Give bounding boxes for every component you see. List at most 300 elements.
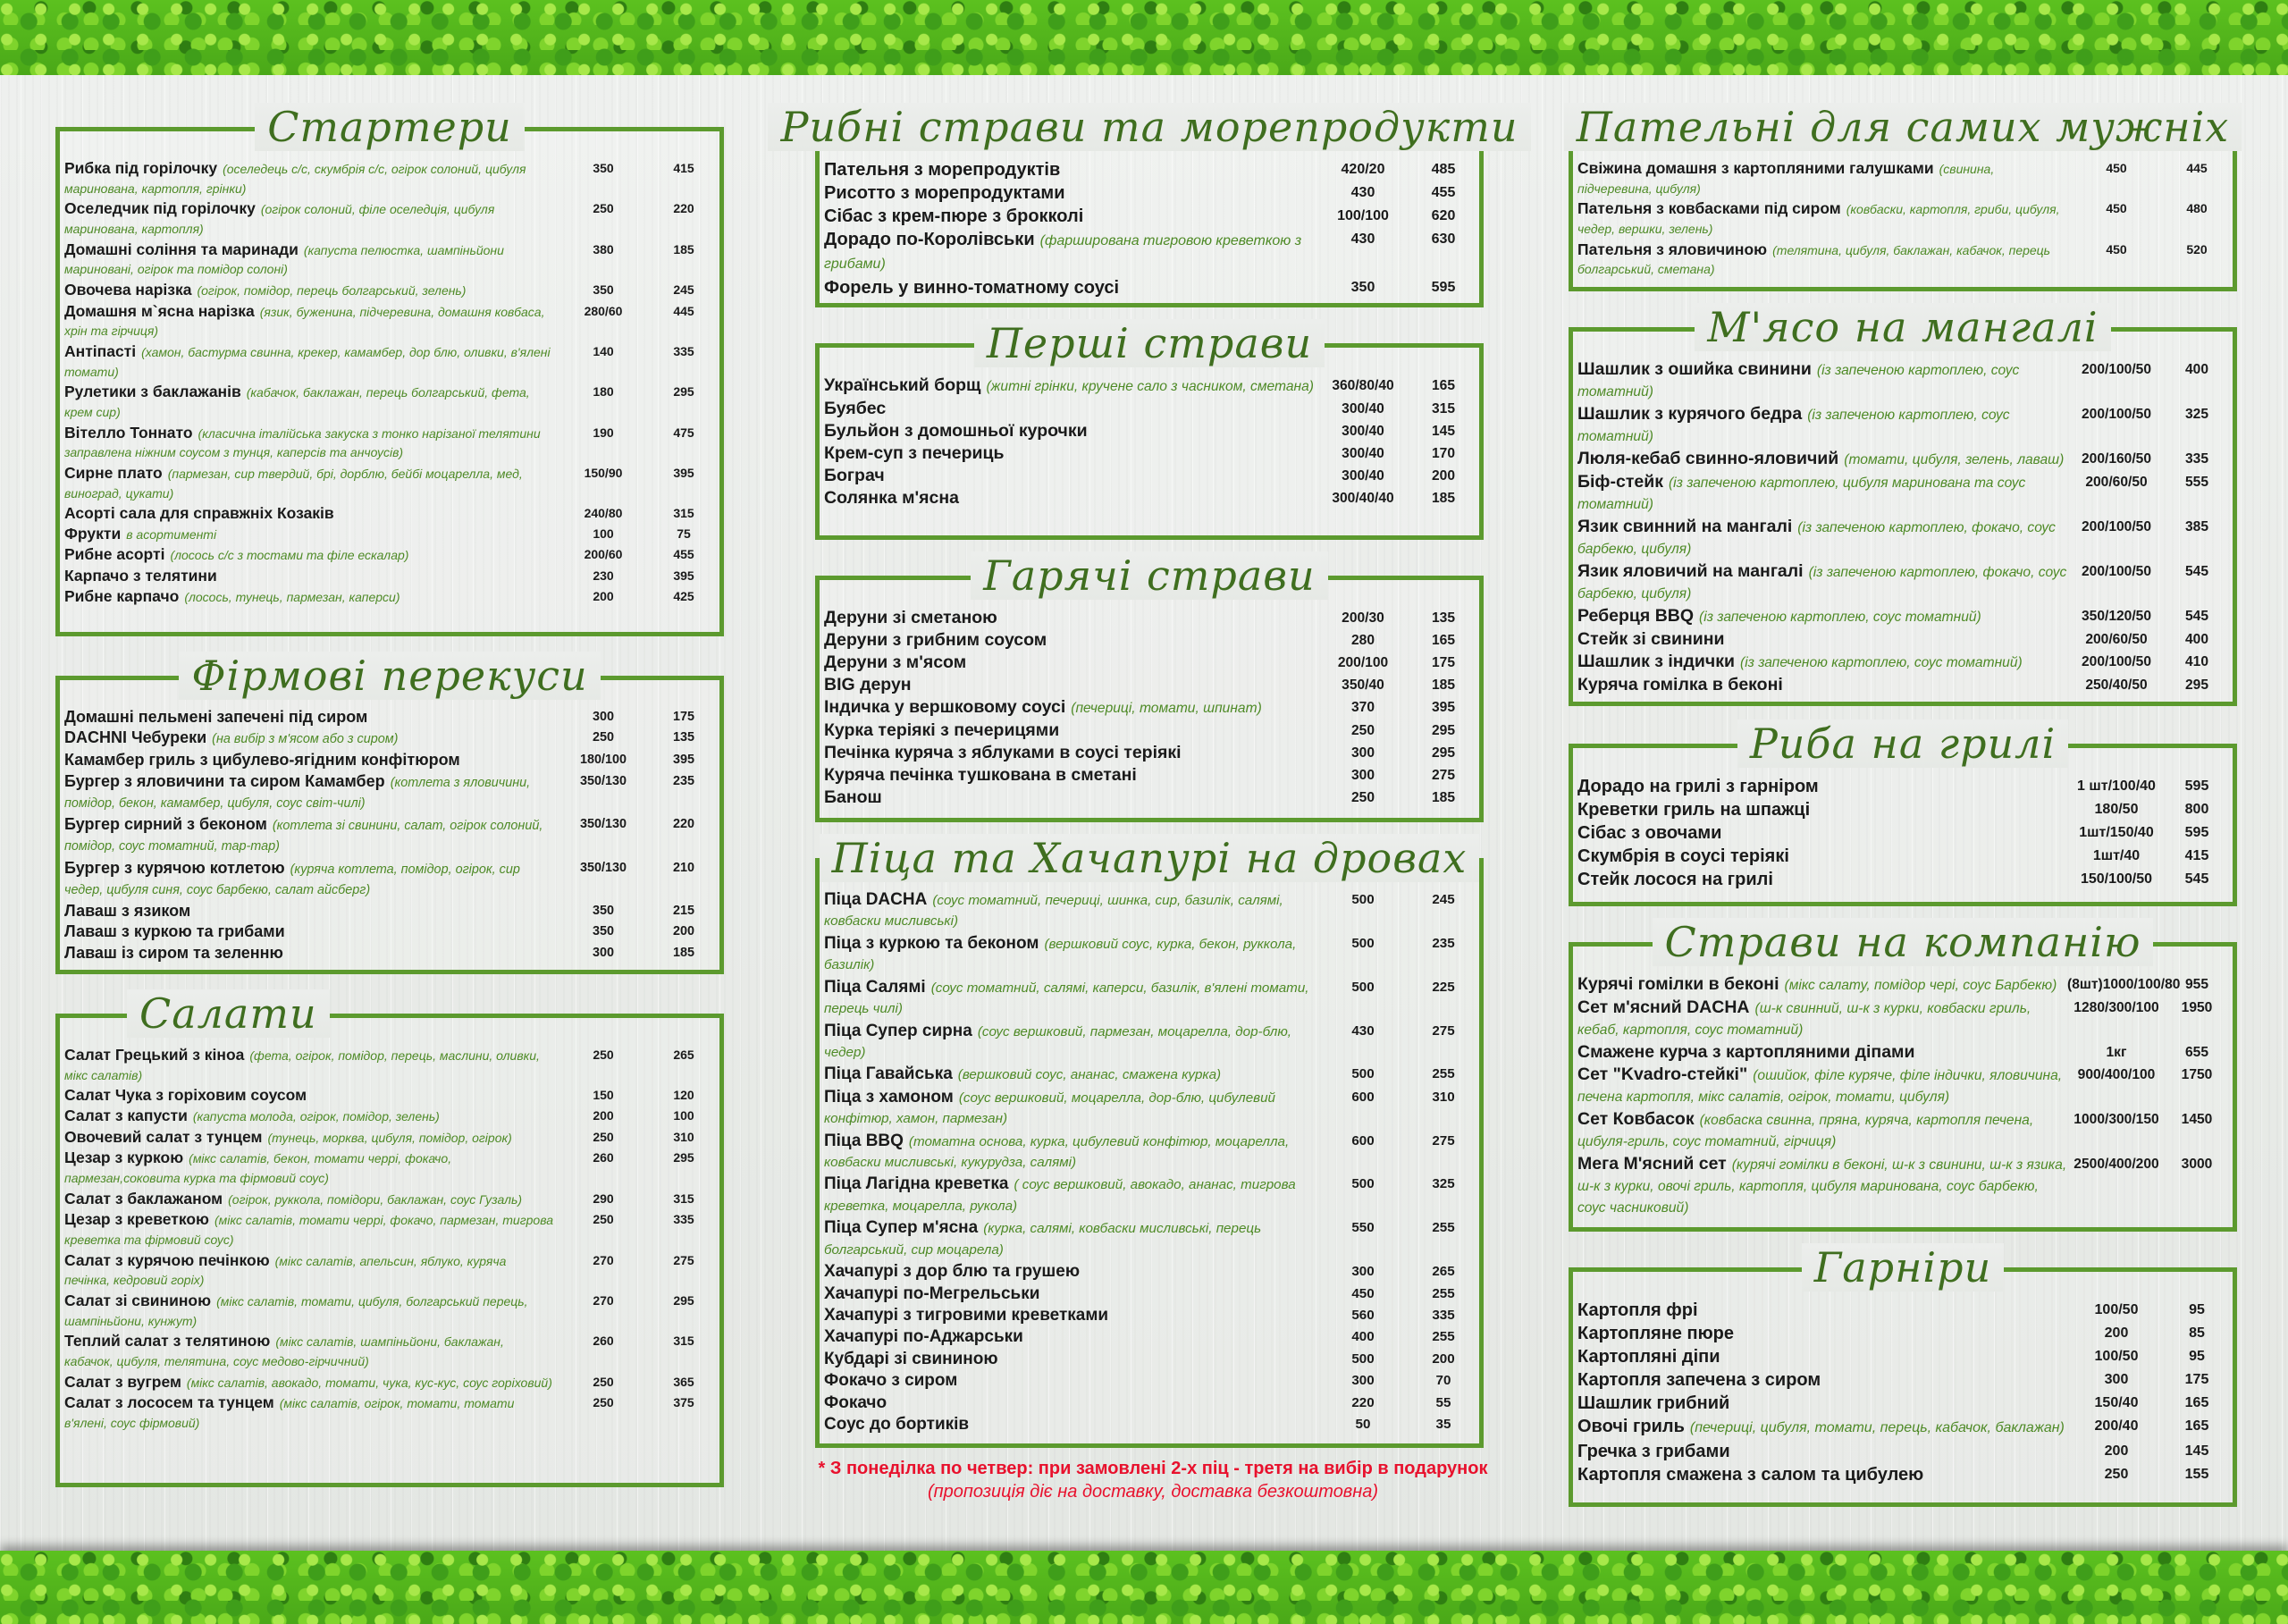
menu-item-name: Бульйон з домошньої курочки [824,421,1088,442]
menu-item-weight: 200/60/50 [2085,632,2148,648]
menu-item-weight: 280/60 [584,303,623,318]
menu-item-name: Деруни зі сметаною [824,608,997,627]
menu-item [64,525,715,544]
menu-item-name: Шашлик грибний [1577,1393,1730,1413]
menu-item-name: Свіжина домашня з картопляними галушками [1577,159,1934,177]
menu-item-text [1577,404,2067,447]
menu-item-price: 255 [1432,1066,1455,1082]
menu-item [64,199,715,238]
menu-item-text [1577,974,2067,996]
menu-item [64,1128,715,1148]
menu-item-text [824,1306,1314,1325]
menu-item-price: 145 [2184,1443,2209,1459]
menu-item-text [64,1292,554,1330]
menu-item-weight: 100/50 [2094,1302,2139,1317]
menu-item-text [64,504,554,523]
menu-item-text [1577,561,2067,604]
menu-item-weight: 300/40 [1342,424,1384,440]
menu-item-description: (капуста молода, огірок, помідор, зелень) [192,1108,440,1123]
menu-item [824,890,1475,932]
menu-item-price: 375 [673,1395,694,1410]
menu-item-text [1577,675,2067,695]
menu-item-name: Буябес [824,399,887,419]
menu-item [64,159,715,198]
menu-item [1577,776,2228,797]
section-grill [1569,300,2237,706]
menu-item-text [824,1284,1314,1304]
section-fishgrill [1569,717,2237,906]
menu-item-name: Язик свинний на мангалі [1577,517,1793,537]
menu-item [64,1210,715,1249]
menu-item-price: 410 [2184,654,2209,670]
menu-item-price: 175 [1431,655,1456,671]
menu-item-price: 475 [673,425,694,440]
menu-item-text [1577,1369,2067,1391]
menu-item [824,1088,1475,1130]
menu-item-text [1577,799,2067,820]
menu-item-text [1577,1064,2067,1107]
menu-item-text [824,1350,1314,1369]
menu-item-description: (ковбаски, картопля, гриби, цибуля, чедер, вершки, зелень) [1577,202,2060,236]
menu-item-text [824,743,1314,763]
menu-item-name: Сібас з овочами [1577,823,1722,843]
menu-item-price: 185 [1431,491,1456,507]
menu-item-name: Гречка з грибами [1577,1442,1730,1461]
menu-item-description: (капуста пелюстка, шампіньйони мариновані, огірок та помідор солоні) [64,242,504,277]
menu-item [824,1393,1475,1413]
menu-item-text [64,545,554,565]
menu-item-price: 335 [673,343,694,358]
menu-item-name: Кубдарі зі свининою [824,1349,998,1368]
menu-item-description: (фарширована тигровою креветкою з грибами) [824,233,1302,272]
menu-item [824,1022,1475,1064]
menu-item-text [64,240,554,279]
menu-item-description: (огірок солоний, філе оселедція, цибуля маринована, картопля) [64,202,495,236]
menu-item-name: Шашлик з індички [1577,652,1735,672]
menu-item-weight: 250 [593,1395,614,1410]
menu-item-weight: 350/40 [1342,677,1384,694]
menu-item [824,443,1475,464]
menu-item-text [64,567,554,585]
menu-item-description: (кабачок, баклажан, перець болгарський, фета, крем сир) [64,385,530,419]
menu-item-name: Хачапурі по-Аджарськи [824,1327,1023,1347]
menu-item-weight: 500 [1351,892,1375,907]
menu-item-text [64,342,554,381]
menu-item-price: 75 [677,526,691,541]
menu-item-weight: 350 [593,161,614,175]
menu-item-name: BIG дерун [824,675,912,695]
menu-item-weight: 2500/400/200 [2074,1157,2159,1173]
menu-item-name: Банош [824,787,882,808]
menu-item-description: (із запеченою картоплею, фокачо, соус барбекю, цибуля) [1577,565,2067,602]
menu-item [824,765,1475,786]
menu-item [824,1284,1475,1304]
menu-item-weight: 300/40/40 [1332,491,1394,507]
menu-item-name: Сет м'ясний DACHA [1577,997,1750,1018]
menu-item-description: (тунець, морква, цибуля, помідор, огірок) [267,1130,512,1145]
menu-item-name: Смажене курча з картопляними діпами [1577,1042,1915,1063]
menu-item-text [824,720,1314,741]
menu-item-name: Цезар з креветкою [64,1210,209,1229]
menu-item-name: Деруни з грибним соусом [824,630,1047,651]
menu-item-text [824,1327,1314,1347]
menu-item [1577,1323,2228,1344]
menu-item-price: 335 [1432,1308,1455,1324]
menu-item-price: 95 [2189,1349,2205,1364]
menu-item-weight: 200 [2104,1325,2129,1341]
menu-item-weight: 180/50 [2094,802,2139,817]
menu-item [64,1251,715,1290]
menu-item [64,1190,715,1209]
menu-item-price: 395 [672,753,694,768]
menu-item-text [1577,472,2067,515]
menu-item-weight: 150 [593,1088,614,1103]
menu-item-description: (мікс салатів, шампіньйони, баклажан, кабачок, цибуля, телятина, соус медово-гірчичний) [64,1334,504,1368]
menu-item-description: (соус томатний, салямі, каперси, базилік, в'ялені томати, перець чилі) [824,980,1309,1017]
menu-item [824,206,1475,227]
menu-item-price: 545 [2184,564,2209,580]
menu-item-weight: 250 [593,1129,614,1144]
menu-item-price: 265 [1432,1264,1455,1280]
menu-item [1577,1464,2228,1485]
menu-item [1577,159,2228,198]
menu-item-text [64,587,554,607]
menu-item-description: (вершковий соус, ананас, смажена курка) [957,1067,1222,1083]
menu-item-weight: 900/400/100 [2077,1067,2156,1083]
menu-item [824,1415,1475,1435]
menu-item-price: 365 [673,1374,694,1389]
menu-item [1577,822,2228,844]
menu-item-description: (ш-к свинний, ш-к з курки, ковбаски гриль, кебаб, картопля, соус томатний) [1577,1001,2031,1039]
menu-item-text [64,1373,554,1393]
menu-item [1577,449,2228,470]
menu-item-price: 395 [673,568,694,584]
menu-item-weight: 350/130 [579,860,627,875]
menu-item-weight: 250 [593,1374,614,1389]
menu-item-name: Домашні соління та маринади [64,240,299,258]
menu-item-text [1577,776,2067,797]
menu-item-text [824,399,1314,419]
section-title: Страви на компанію [1653,918,2154,966]
menu-item-description: ( соус вершковий, авокадо, ананас, тигрова креветка, моцарелла, рукола) [824,1177,1296,1214]
section-title: Гарніри [1802,1243,2004,1292]
menu-item-weight: 150/100/50 [2080,871,2153,887]
menu-item-text [1577,1042,2067,1063]
menu-item-name: Шашлик з ошийка свинини [1577,359,1812,379]
menu-item-weight: 300/40 [1342,401,1384,417]
menu-item-name: Вітелло Тоннато [64,423,193,442]
menu-item [64,902,715,921]
menu-item-text [64,728,554,749]
menu-item [1577,404,2228,447]
menu-item-text [64,159,554,198]
menu-item-price: 295 [673,1292,694,1308]
menu-item-name: Лаваш з язиком [64,902,191,921]
menu-item-weight: 250 [593,201,614,216]
menu-item-price: 295 [673,384,694,400]
menu-item-price: 315 [673,1334,694,1349]
menu-item-name: Деруни з м'ясом [824,652,967,673]
menu-item-name: Домашня м`ясна нарізка [64,301,255,320]
menu-item-text [824,934,1314,976]
menu-item-weight: 200 [593,588,614,603]
menu-item-price: 120 [673,1088,694,1103]
menu-item [824,1218,1475,1260]
menu-item-text [64,525,554,544]
section-title: Стартери [255,103,525,151]
menu-item-description: (томатна основа, курка, цибулевий конфітюр, моцарелла, ковбаски мисливські, кукурудза, салямі) [824,1133,1290,1171]
menu-item-weight: 250 [593,1048,614,1062]
menu-item-price: 170 [1431,446,1456,462]
menu-item-weight: 200 [593,1107,614,1123]
menu-item-name: Креветки гриль на шпажці [1577,800,1811,820]
menu-item-price: 185 [673,241,694,257]
menu-item-weight: 300/40 [1342,446,1384,462]
menu-item-price: 445 [673,303,694,318]
menu-item-weight: 500 [1351,1351,1375,1367]
menu-item-price: 400 [2184,632,2209,648]
menu-item-name: Лаваш із сиром та зеленню [64,943,283,962]
menu-item-price: 485 [1431,162,1456,177]
menu-item-text [824,1174,1314,1216]
menu-item [824,1262,1475,1282]
menu-item [1577,1369,2228,1391]
menu-item-text [64,1251,554,1290]
menu-item-text [824,765,1314,786]
menu-item-price: 655 [2184,1045,2209,1061]
menu-item-weight: 600 [1351,1132,1375,1149]
menu-item-name: Піца Супер сирна [824,1021,972,1040]
menu-item-weight: 450 [1351,1285,1375,1301]
menu-item-name: Антіпасті [64,341,137,360]
menu-item-text [824,675,1314,695]
menu-item-price: 275 [1432,1132,1455,1149]
menu-item-text [64,751,554,770]
menu-item-name: Хачапурі по-Мегрельськи [824,1283,1040,1303]
menu-item-weight: 200/30 [1342,610,1384,626]
menu-item-name: Піца BBQ [824,1131,904,1150]
menu-item-price: 55 [1435,1394,1451,1410]
menu-item [824,652,1475,673]
menu-item-price: 315 [673,1191,694,1206]
menu-item-weight: 450 [2106,161,2127,175]
menu-item [1577,1109,2228,1152]
menu-item-description: (соус вершковий, пармезан, моцарелла, дор-блю, чедер) [824,1023,1292,1060]
menu-item-weight: 300 [1350,768,1375,784]
menu-item [1577,1300,2228,1321]
menu-item-price: 545 [2184,609,2209,625]
menu-item [824,743,1475,763]
menu-item-description: (печериці, томати, шпинат) [1071,701,1262,717]
menu-item [64,545,715,565]
menu-item [824,488,1475,509]
menu-item [824,978,1475,1020]
menu-item-text [64,1149,554,1187]
section-title: Перші страви [974,319,1325,367]
menu-item-description: (огірок, помідор, перець болгарський, зелень) [197,282,467,298]
menu-item-price: 295 [1431,723,1456,739]
menu-item-name: Бургер з курячою котлетою [64,858,285,877]
menu-item-price: 415 [2184,848,2209,863]
menu-item-description: (житні грінки, кручене сало з часником, сметана) [986,379,1314,394]
menu-item-name: Язик яловичий на мангалі [1577,561,1804,582]
section-first [815,316,1484,540]
menu-item-text [64,281,554,300]
menu-item-weight: 200/100 [1337,655,1389,671]
menu-item-price: 275 [1432,1022,1455,1039]
menu-item-weight: 430 [1350,231,1375,247]
menu-item-name: Стейк зі свинини [1577,629,1725,650]
menu-item-name: Теплий салат з телятиною [64,1332,271,1351]
menu-item-description: (із запеченою картоплею, соус томатний) [1699,610,1981,626]
menu-item [824,720,1475,741]
menu-item-name: Мега М'ясний сет [1577,1154,1727,1174]
menu-item-description: (огірок, руккола, помідори, баклажан, соус Гузаль) [228,1191,523,1207]
menu-item-name: Цезар з куркою [64,1149,184,1167]
menu-item [824,1371,1475,1391]
menu-item-weight: 200/60 [584,547,623,562]
menu-item-text [824,375,1314,397]
menu-item-weight: 430 [1351,1022,1375,1039]
menu-item-weight: 280 [1350,633,1375,649]
menu-item-price: 315 [1431,401,1456,417]
menu-item-text [1577,1393,2067,1414]
menu-item-name: Салат з капусти [64,1106,188,1124]
menu-item-weight: 200/100/50 [2081,564,2152,580]
menu-item-price: 415 [673,161,694,175]
menu-item-description: (класична італійська закуска з тонко нарізаної телятини заправлена ніжним соусом з тунця, каперсів та анчоусів) [64,425,541,460]
menu-item-text [64,464,554,502]
menu-item-price: 70 [1435,1373,1451,1389]
menu-item-text [1577,517,2067,560]
menu-item [1577,1042,2228,1063]
menu-item-name: Стейк лосося на грилі [1577,870,1773,889]
menu-item-name: Куряча гомілка в беконі [1577,675,1783,695]
menu-item-name: Бургер з яловичини та сиром Камамбер [64,771,385,790]
menu-item-weight: 150/90 [584,465,623,480]
menu-item-price: 455 [1431,185,1456,200]
menu-item-name: Хачапурі з дор блю та грушею [824,1262,1081,1282]
menu-item-text [824,182,1314,204]
menu-item-description: (язик, буженина, підчеревина, домашня ковбаса, хрін та гірчиця) [64,304,545,339]
menu-item [1577,652,2228,673]
section-title: Салати [127,989,330,1038]
menu-item-text [1577,869,2067,890]
menu-item [64,859,715,900]
menu-item-description: (ошийок, філе куряче, філе індички, яловичина, печена картопля, мікс салатів, огірок, томати, цибуля) [1577,1068,2063,1106]
menu-item-weight: 500 [1351,1176,1375,1192]
menu-item [824,277,1475,299]
menu-item-price: 395 [673,465,694,480]
menu-item-text [1577,159,2067,198]
section-title: Гарячі страви [971,551,1327,600]
menu-item-name: Картопля запечена з сиром [1577,1370,1821,1390]
menu-item-name: Сет "Kvadro-стейкі" [1577,1064,1748,1085]
menu-item-description: (мікс салатів, бекон, томати черрі, фокачо, пармезан,соковита курка та фірмовий соус) [64,1151,452,1185]
menu-item-weight: 250 [592,730,614,745]
section-title: Рибні страви та морепродукти [768,103,1530,151]
menu-item-weight: 300/40 [1342,468,1384,484]
menu-item-weight: 350/130 [579,773,627,788]
menu-item-weight: 200/100/50 [2081,407,2152,423]
menu-item [1577,606,2228,627]
menu-item [824,1306,1475,1325]
menu-item [1577,1441,2228,1462]
menu-item-name: Піца Гавайська [824,1064,953,1084]
menu-item-description: (мікс салатів, апельсин, яблуко, куряча печінка, кедровий горіх) [64,1253,507,1288]
menu-item-description: (телятина, цибуля, баклажан, кабачок, перець болгарський, сметана) [1577,242,2051,277]
menu-item [1577,240,2228,279]
menu-item-weight: 420/20 [1341,162,1385,177]
menu-item-name: Пательня з ковбасками під сиром [1577,199,1841,218]
menu-item-text [824,1132,1314,1174]
menu-item-weight: 250 [2104,1467,2129,1482]
menu-item-name: Пательня з яловичиною [1577,240,1768,258]
menu-item [64,302,715,341]
menu-item-price: 185 [1431,677,1456,694]
menu-item-name: Салат з курячою печінкою [64,1250,270,1269]
menu-item-text [824,608,1314,628]
menu-item-price: 295 [1431,745,1456,762]
menu-item-name: Дорадо на грилі з гарніром [1577,777,1819,796]
menu-item-price: 135 [1431,610,1456,626]
menu-item-description: (із запеченою картоплею, цибуля маринована та соус томатний) [1577,475,2026,513]
menu-item-text [824,697,1314,719]
menu-item [1577,199,2228,238]
menu-item-price: 800 [2184,802,2209,817]
menu-item-name: Реберця BBQ [1577,606,1695,627]
menu-item-name: Картопляне пюре [1577,1324,1734,1343]
menu-item-price: 265 [673,1048,694,1062]
menu-item-weight: 350 [592,904,614,919]
menu-item-weight: 250 [593,1212,614,1227]
menu-item-weight: 100/100 [1337,208,1389,223]
menu-item-price: 210 [672,860,694,875]
menu-item [824,229,1475,275]
menu-item [1577,1416,2228,1439]
menu-item-weight: 180/100 [579,753,627,768]
menu-item-description: (лосось, тунець, пармезан, каперси) [184,589,400,604]
section-sides [1569,1241,2237,1507]
menu-item-name: Курячі гомілки в беконі [1577,974,1779,994]
menu-item-weight: 560 [1351,1308,1375,1324]
menu-item-text [824,1064,1314,1085]
menu-item-name: Рибне карпачо [64,586,180,605]
menu-item-price: 175 [672,710,694,724]
menu-item-description: (мікс салатів, огірок, томати, томати в'ялені, соус фірмовий) [64,1396,515,1430]
menu-item-weight: 200/100/50 [2081,654,2152,670]
menu-item [64,708,715,727]
menu-item-text [824,488,1314,509]
menu-item-weight: 300 [1351,1264,1375,1280]
menu-item-text [1577,1300,2067,1321]
menu-item-name: Салат зі свининою [64,1291,212,1309]
menu-item-weight: 430 [1350,185,1375,200]
menu-item-text [1577,1154,2067,1218]
menu-item [1577,359,2228,402]
menu-item-name: Люля-кебаб свинно-яловичий [1577,449,1839,469]
promo-line-2: (пропозиція діє на доставку, доставка безкоштовна) [927,1482,1379,1502]
menu-item-name: Біф-стейк [1577,472,1663,492]
menu-item-price: 235 [672,773,694,788]
menu-item-price: 200 [1432,1351,1455,1367]
menu-item-text [824,421,1314,442]
menu-item-weight: 1шт/150/40 [2079,825,2154,840]
menu-item-text [1577,652,2067,673]
menu-item-price: 220 [672,817,694,832]
menu-item-description: (соус вершковий, моцарелла, дор-блю, цибулевий конфітюр, хамон, пармезан) [824,1090,1275,1127]
menu-item-name: Сирне плато [64,463,163,482]
